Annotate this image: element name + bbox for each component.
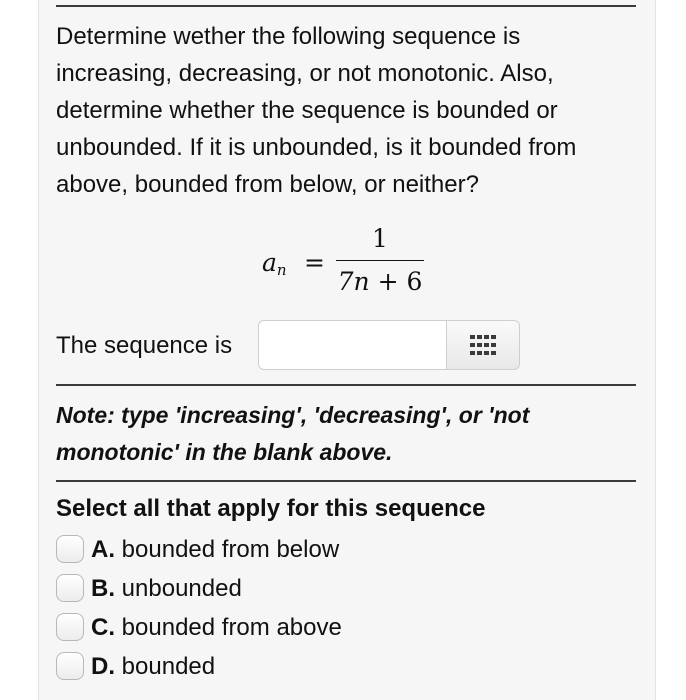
option-c[interactable]	[56, 610, 476, 644]
option-c-checkbox[interactable]	[56, 613, 84, 641]
option-d-checkbox[interactable]	[56, 652, 84, 680]
option-a-letter: A.	[91, 536, 115, 563]
sequence-formula	[262, 222, 442, 302]
option-c-text	[91, 614, 342, 642]
option-d[interactable]	[56, 649, 476, 683]
option-d-label: bounded	[121, 653, 216, 680]
option-a-text	[91, 536, 339, 564]
option-d-text	[91, 653, 215, 681]
note-divider-bottom	[56, 480, 636, 482]
answer-row	[56, 320, 526, 374]
note-divider-top	[56, 384, 636, 386]
top-divider	[56, 5, 636, 7]
question-text: Determine wether the following sequence is increasing, decreasing, or not monotonic. Also, determine whether the sequence is bounded or unbounded. If it is unbounded, is it bounded from above, bounded from below, or neither?	[56, 23, 577, 198]
formula-fraction	[336, 222, 424, 299]
math-palette-button[interactable]	[446, 320, 520, 370]
option-c-letter: C.	[91, 614, 115, 641]
option-a-checkbox[interactable]	[56, 535, 84, 563]
answer-label: The sequence is	[56, 332, 233, 359]
option-b-text	[91, 575, 242, 603]
instruction-note: Note: type 'increasing', 'decreasing', or 'not monotonic' in the blank above.	[56, 402, 530, 465]
formula-lhs-subscript: n	[276, 261, 287, 279]
grid-keypad-icon	[469, 334, 497, 356]
option-a-label: bounded from below	[121, 536, 340, 563]
option-c-label: bounded from above	[121, 614, 342, 641]
formula-lhs	[262, 248, 287, 279]
formula-equals: =	[304, 248, 325, 277]
option-b-checkbox[interactable]	[56, 574, 84, 602]
option-b-label: unbounded	[121, 575, 242, 602]
option-b-letter: B.	[91, 575, 115, 602]
sequence-answer-input[interactable]	[258, 320, 446, 370]
formula-denominator: 7n + 6	[337, 267, 423, 296]
option-d-letter: D.	[91, 653, 115, 680]
option-b[interactable]	[56, 571, 476, 605]
option-a[interactable]	[56, 532, 476, 566]
fraction-bar	[336, 260, 424, 261]
formula-numerator: 1	[372, 224, 388, 253]
select-all-title: Select all that apply for this sequence	[56, 495, 486, 522]
formula-lhs-base: a	[262, 248, 277, 277]
